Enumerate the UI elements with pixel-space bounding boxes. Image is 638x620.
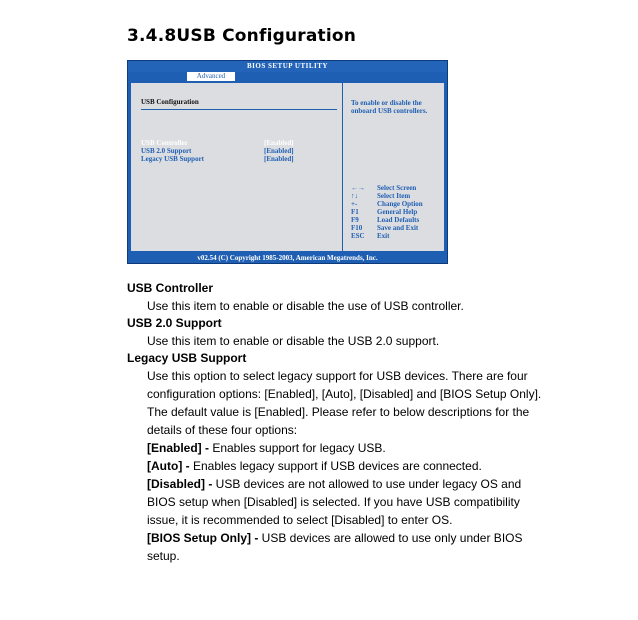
bios-item-usb20-support[interactable]: [141, 147, 337, 155]
bios-item-value: [Enabled]: [264, 155, 294, 163]
legacy-usb-support-description: [147, 367, 547, 565]
key-label: ←→: [351, 184, 365, 192]
bios-item-legacy-usb-support[interactable]: [141, 155, 337, 163]
description-text: Use this option to select legacy support for USB devices. There are four configuration options: [Enabled], [Auto], [Disabled] and [BIOS Setup Only]. The default value is [Enabled]. Please refer to below descriptions for the details of these four options:: [147, 369, 542, 437]
tab-advanced[interactable]: Advanced: [187, 72, 235, 81]
option-name: [Disabled] -: [147, 477, 213, 491]
key-description: Select Item: [377, 192, 411, 200]
bios-tab-bar: [128, 72, 447, 81]
bios-help-text: To enable or disable the onboard USB controllers.: [351, 99, 428, 115]
bios-settings-panel: [131, 83, 343, 251]
bios-screenshot: [127, 60, 448, 264]
bios-heading-divider: [141, 109, 337, 110]
key-legend-row: [351, 192, 447, 200]
bios-item-label: USB 2.0 Support: [141, 147, 192, 155]
option-name: [Auto] -: [147, 459, 190, 473]
key-label: F9: [351, 216, 359, 224]
option-name: [Enabled] -: [147, 441, 209, 455]
bios-footer: v02.54 (C) Copyright 1985-2003, American Megatrends, Inc.: [128, 253, 447, 263]
description-text: Use this item to enable or disable the use of USB controller.: [147, 299, 464, 313]
key-label: F1: [351, 208, 359, 216]
option-name: [BIOS Setup Only] -: [147, 531, 259, 545]
usb20-support-description: [147, 332, 547, 350]
description-text: Use this item to enable or disable the USB 2.0 support.: [147, 334, 440, 348]
option-text: USB devices are allowed to use only under BIOS setup.: [147, 531, 523, 563]
key-legend-row: [351, 224, 447, 232]
key-description: Select Screen: [377, 184, 417, 192]
bios-heading: USB Configuration: [141, 98, 199, 106]
option-text: Enables support for legacy USB.: [209, 441, 386, 455]
option-bios-setup-only: [147, 529, 547, 565]
key-description: Load Defaults: [377, 216, 420, 224]
key-description: Save and Exit: [377, 224, 419, 232]
section-title: 3.4.8USB Configuration: [127, 26, 357, 46]
bios-item-value: [Enabled]: [264, 139, 294, 147]
bios-item-label: Legacy USB Support: [141, 155, 205, 163]
key-description: Change Option: [377, 200, 423, 208]
key-description: General Help: [377, 208, 418, 216]
legacy-usb-support-heading: Legacy USB Support: [127, 351, 247, 365]
key-label: ESC: [351, 232, 365, 240]
usb-controller-description: [147, 297, 547, 315]
key-legend-row: [351, 184, 447, 192]
key-label: +-: [351, 200, 358, 208]
bios-key-legend: [351, 184, 447, 240]
option-auto: [147, 457, 547, 475]
bios-help-panel: [343, 83, 444, 251]
key-legend-row: [351, 200, 447, 208]
key-label: ↑↓: [351, 192, 358, 200]
bios-body: [129, 81, 446, 253]
bios-item-usb-controller[interactable]: [141, 139, 337, 147]
document-body: [127, 280, 547, 565]
key-label: F10: [351, 224, 363, 232]
option-text: Enables legacy support if USB devices are connected.: [189, 459, 482, 473]
bios-title: BIOS SETUP UTILITY: [128, 61, 447, 72]
option-text: USB devices are not allowed to use under legacy OS and BIOS setup when [Disabled] is selected. If you have USB compatibility issue, it is recommended to select [Disabled] to enter OS.: [147, 477, 522, 527]
usb-controller-heading: USB Controller: [127, 281, 214, 295]
key-legend-row: [351, 232, 447, 240]
key-description: Exit: [377, 232, 390, 240]
key-legend-row: [351, 208, 447, 216]
option-enabled: [147, 439, 547, 457]
usb20-support-heading: USB 2.0 Support: [127, 316, 222, 330]
option-disabled: [147, 475, 547, 529]
bios-item-value: [Enabled]: [264, 147, 294, 155]
key-legend-row: [351, 216, 447, 224]
bios-item-label: USB Controller: [141, 139, 188, 147]
